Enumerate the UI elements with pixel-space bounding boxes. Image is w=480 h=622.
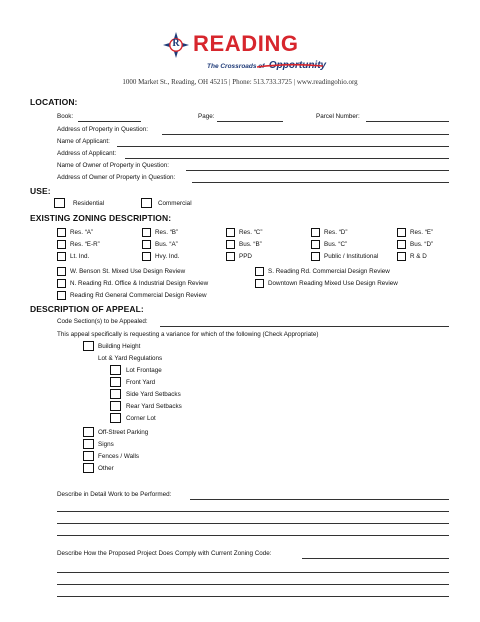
zone-bus-d-label: Bus. “D” — [410, 241, 434, 248]
off-street-parking-label: Off-Street Parking — [98, 429, 149, 436]
lot-frontage-checkbox[interactable] — [110, 365, 121, 375]
zone-res-a-checkbox[interactable] — [57, 228, 66, 237]
s-reading-design-checkbox[interactable] — [255, 267, 264, 276]
describe-work-line-3[interactable] — [57, 515, 449, 524]
corner-lot-label: Corner Lot — [126, 415, 156, 422]
zone-bus-d-checkbox[interactable] — [397, 240, 406, 249]
corner-lot-checkbox[interactable] — [110, 413, 121, 423]
code-sections-label: Code Section(s) to be Appealed: — [57, 318, 148, 325]
describe-work-field[interactable] — [190, 491, 449, 500]
zone-lt-ind-label: Lt. Ind. — [70, 253, 90, 260]
zone-res-b-label: Res. “B” — [155, 229, 179, 236]
tagline-prefix: The Crossroads of — [207, 63, 265, 70]
front-yard-checkbox[interactable] — [110, 377, 121, 387]
tagline-swoosh — [255, 63, 325, 69]
logo-letter: R — [172, 38, 180, 49]
building-height-checkbox[interactable] — [83, 341, 94, 351]
page-label: Page: — [198, 113, 215, 120]
tagline-emphasis: Opportunity — [268, 60, 327, 71]
building-height-label: Building Height — [98, 343, 141, 350]
comply-line-3[interactable] — [57, 576, 449, 585]
parcel-number-field[interactable] — [366, 113, 449, 122]
zone-bus-a-checkbox[interactable] — [142, 240, 151, 249]
header — [0, 0, 480, 100]
brand-name: READING — [193, 31, 299, 56]
applicant-address-field[interactable] — [125, 150, 449, 159]
property-address-field[interactable] — [162, 126, 449, 135]
zone-bus-c-label: Bus. “C” — [324, 241, 348, 248]
zone-res-er-checkbox[interactable] — [57, 240, 66, 249]
owner-name-field[interactable] — [186, 162, 449, 171]
page-field[interactable] — [217, 113, 283, 122]
rear-yard-label: Rear Yard Setbacks — [126, 403, 182, 410]
lot-frontage-label: Lot Frontage — [126, 367, 162, 374]
zone-res-d-checkbox[interactable] — [311, 228, 320, 237]
zone-res-c-checkbox[interactable] — [226, 228, 235, 237]
zoning-heading: EXISTING ZONING DESCRIPTION: — [30, 213, 172, 223]
use-heading: USE: — [30, 186, 51, 196]
benson-design-checkbox[interactable] — [57, 267, 66, 276]
zone-lt-ind-checkbox[interactable] — [57, 252, 66, 261]
zone-bus-b-label: Bus. “B” — [239, 241, 262, 248]
n-reading-design-checkbox[interactable] — [57, 279, 66, 288]
zone-res-e-label: Res. “E” — [410, 229, 434, 236]
comply-field[interactable] — [302, 550, 449, 559]
s-reading-design-label: S. Reading Rd. Commercial Design Review — [268, 268, 390, 275]
describe-work-label: Describe in Detail Work to be Performed: — [57, 491, 172, 498]
other-checkbox[interactable] — [83, 463, 94, 473]
zone-bus-c-checkbox[interactable] — [311, 240, 320, 249]
applicant-name-label: Name of Applicant: — [57, 138, 110, 145]
fences-walls-label: Fences / Walls — [98, 453, 140, 460]
variance-intro: This appeal specifically is requesting a variance for which of the following (Check Appropriate) — [57, 331, 319, 338]
describe-work-line-2[interactable] — [57, 503, 449, 512]
owner-address-label: Address of Owner of Property in Question: — [57, 174, 176, 181]
book-label: Book: — [57, 113, 74, 120]
zone-hvy-ind-checkbox[interactable] — [142, 252, 151, 261]
lot-yard-heading: Lot & Yard Regulations — [98, 355, 163, 362]
general-commercial-design-checkbox[interactable] — [57, 291, 66, 300]
applicant-address-label: Address of Applicant: — [57, 150, 117, 157]
zone-bus-b-checkbox[interactable] — [226, 240, 235, 249]
commercial-checkbox[interactable] — [141, 198, 152, 208]
zone-res-a-label: Res. “A” — [70, 229, 94, 236]
zone-public-checkbox[interactable] — [311, 252, 320, 261]
signs-checkbox[interactable] — [83, 439, 94, 449]
zone-public-label: Public / Institutional — [324, 253, 379, 260]
parcel-number-label: Parcel Number: — [316, 113, 360, 120]
code-sections-field[interactable] — [160, 318, 449, 327]
address-line: 1000 Market St., Reading, OH 45215 | Phone: 513.733.3725 | www.readingohio.org — [122, 78, 358, 86]
appeal-heading: DESCRIPTION OF APPEAL: — [30, 304, 144, 314]
describe-work-line-4[interactable] — [57, 527, 449, 536]
zone-res-d-label: Res. “D” — [324, 229, 348, 236]
residential-label: Residential — [73, 200, 105, 207]
property-address-label: Address of Property in Question: — [57, 126, 149, 133]
zone-res-e-checkbox[interactable] — [397, 228, 406, 237]
zone-hvy-ind-label: Hvy. Ind. — [155, 253, 180, 260]
downtown-design-checkbox[interactable] — [255, 279, 264, 288]
zone-res-er-label: Res. “E-R” — [70, 241, 100, 248]
general-commercial-design-label: Reading Rd General Commercial Design Review — [70, 292, 207, 299]
side-yard-checkbox[interactable] — [110, 389, 121, 399]
benson-design-label: W. Benson St. Mixed Use Design Review — [70, 268, 186, 275]
comply-line-4[interactable] — [57, 588, 449, 597]
commercial-label: Commercial — [158, 200, 192, 207]
zone-res-b-checkbox[interactable] — [142, 228, 151, 237]
zone-res-c-label: Res. “C” — [239, 229, 263, 236]
rear-yard-checkbox[interactable] — [110, 401, 121, 411]
n-reading-design-label: N. Reading Rd. Office & Industrial Design Review — [70, 280, 209, 287]
comply-label: Describe How the Proposed Project Does Comply with Current Zoning Code: — [57, 550, 272, 557]
fences-walls-checkbox[interactable] — [83, 451, 94, 461]
zone-r-and-d-label: R & D — [410, 253, 427, 260]
owner-address-field[interactable] — [192, 174, 449, 183]
zone-ppd-label: PPD — [239, 253, 252, 260]
book-field[interactable] — [78, 113, 141, 122]
downtown-design-label: Downtown Reading Mixed Use Design Review — [268, 280, 398, 287]
signs-label: Signs — [98, 441, 114, 448]
residential-checkbox[interactable] — [54, 198, 65, 208]
zone-ppd-checkbox[interactable] — [226, 252, 235, 261]
zone-r-and-d-checkbox[interactable] — [397, 252, 406, 261]
side-yard-label: Side Yard Setbacks — [126, 391, 181, 398]
other-label: Other — [98, 465, 114, 472]
owner-name-label: Name of Owner of Property in Question: — [57, 162, 169, 169]
front-yard-label: Front Yard — [126, 379, 156, 386]
location-heading: LOCATION: — [30, 97, 78, 107]
zone-bus-a-label: Bus. “A” — [155, 241, 178, 248]
off-street-parking-checkbox[interactable] — [83, 427, 94, 437]
comply-line-2[interactable] — [57, 564, 449, 573]
applicant-name-field[interactable] — [117, 138, 449, 147]
